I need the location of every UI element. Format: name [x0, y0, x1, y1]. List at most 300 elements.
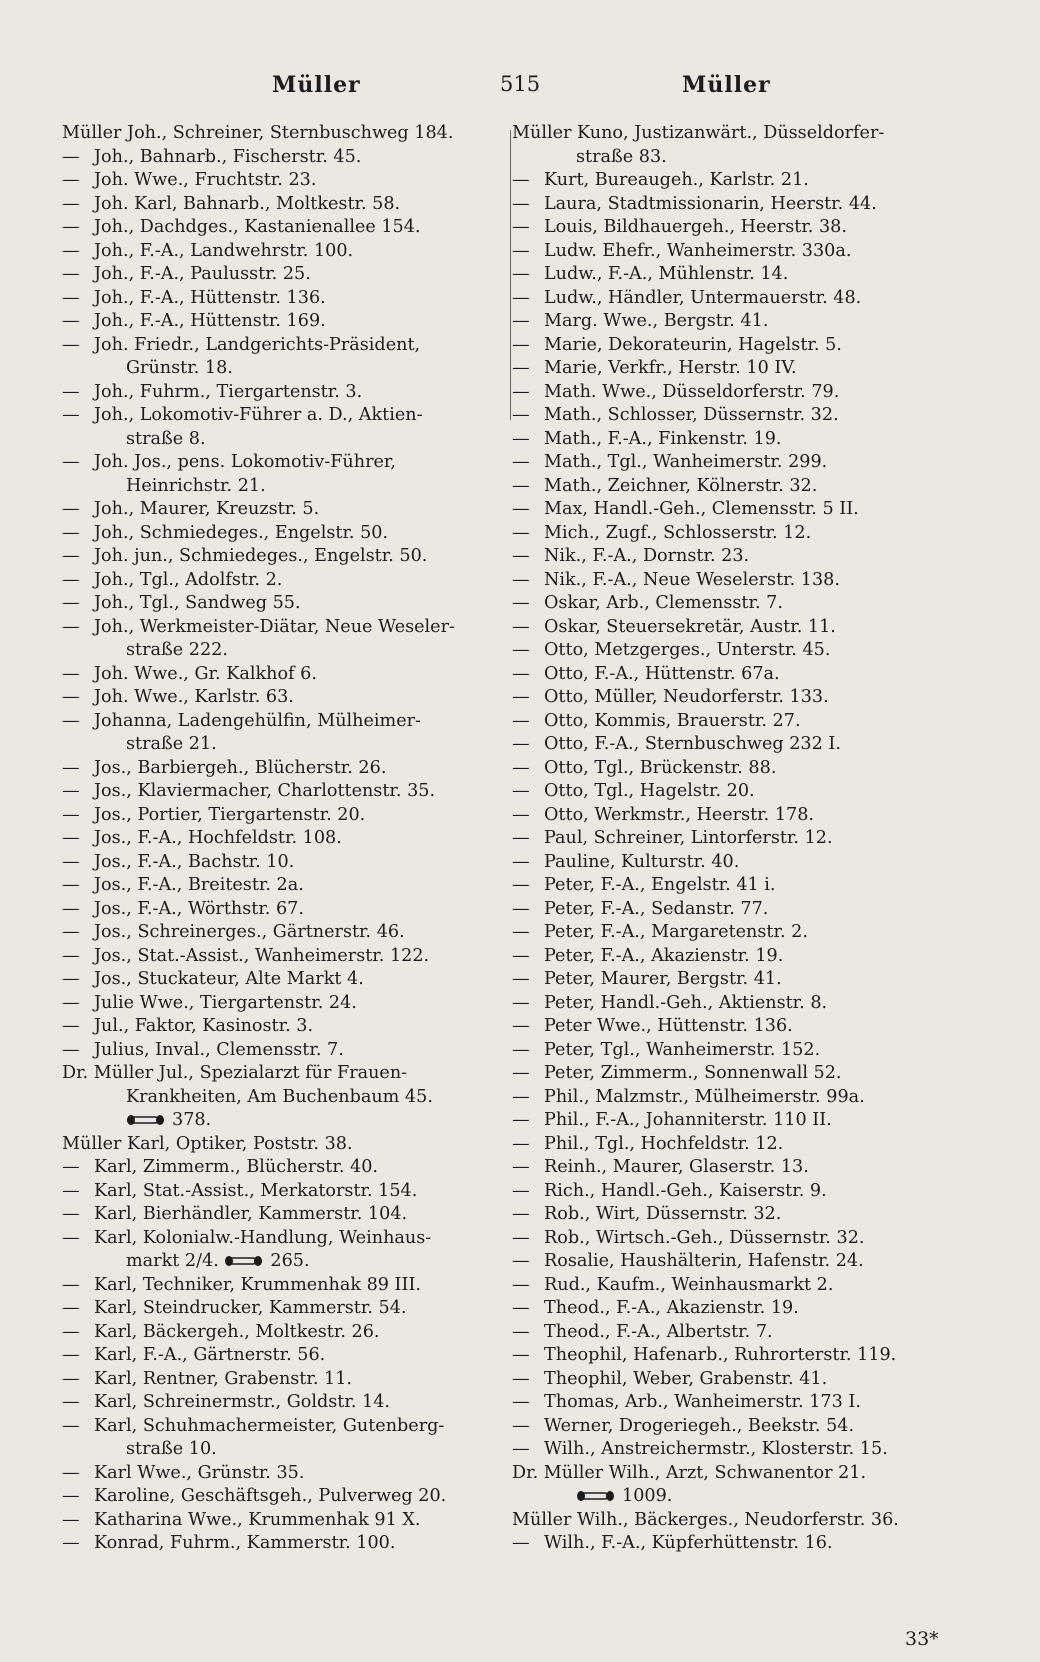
entry-text: Rosalie, Haushälterin, Hafenstr. 24. — [544, 1251, 864, 1271]
directory-entry — [512, 522, 952, 546]
entry-text: Jos., Schreinerges., Gärtnerstr. 46. — [94, 922, 405, 942]
entry-text: Joh., Fuhrm., Tiergartenstr. 3. — [94, 381, 363, 402]
directory-entry — [62, 1344, 508, 1368]
directory-entry — [62, 686, 508, 710]
entry-text: Karl, F.-A., Gärtnerstr. 56. — [94, 1345, 326, 1365]
entry-text: Math. Wwe., Düsseldorferstr. 79. — [544, 381, 840, 402]
ditto-dash: — — [62, 452, 80, 472]
ditto-dash: — — [62, 1509, 80, 1530]
entry-text: Rob., Wirtsch.-Geh., Düssernstr. 32. — [544, 1227, 865, 1248]
entry-text: Rob., Wirt, Düssernstr. 32. — [544, 1204, 782, 1224]
ditto-dash: — — [512, 616, 530, 637]
directory-entry — [62, 1250, 508, 1274]
directory-entry — [62, 827, 508, 851]
directory-entry — [512, 1039, 952, 1063]
entry-text: Joh., F.-A., Paulusstr. 25. — [94, 264, 311, 284]
ditto-dash: — — [512, 217, 530, 237]
entry-text: Nik., F.-A., Dornstr. 23. — [544, 546, 750, 566]
directory-entry — [62, 1133, 508, 1157]
ditto-dash: — — [62, 311, 80, 331]
entry-text: Reinh., Maurer, Glaserstr. 13. — [544, 1157, 809, 1177]
ditto-dash: — — [62, 593, 80, 613]
ditto-dash: — — [62, 546, 80, 566]
directory-entry — [512, 945, 952, 969]
directory-entry — [62, 122, 508, 146]
ditto-dash: — — [512, 405, 530, 425]
entry-text: Otto, Müller, Neudorferstr. 133. — [544, 687, 829, 707]
ditto-dash: — — [62, 240, 80, 261]
directory-entry — [512, 216, 952, 240]
directory-entry — [512, 1532, 952, 1556]
ditto-dash: — — [62, 1298, 80, 1318]
ditto-dash: — — [62, 287, 80, 308]
entry-text: Katharina Wwe., Krummenhak 91 X. — [94, 1509, 421, 1530]
entry-text: Otto, F.-A., Hüttenstr. 67a. — [544, 663, 780, 684]
directory-entry — [512, 827, 952, 851]
left-column — [62, 122, 508, 1556]
directory-entry — [62, 663, 508, 687]
entry-text: Müller Wilh., Bäckerges., Neudorferstr. 36. — [512, 1509, 899, 1530]
directory-entry — [62, 1438, 508, 1462]
ditto-dash: — — [512, 1133, 530, 1154]
directory-entry — [512, 1180, 952, 1204]
directory-entry — [62, 968, 508, 992]
entry-text: Julius, Inval., Clemensstr. 7. — [94, 1039, 344, 1060]
directory-entry — [512, 357, 952, 381]
entry-text: Karl, Zimmerm., Blücherstr. 40. — [94, 1157, 378, 1177]
ditto-dash: — — [512, 499, 530, 519]
directory-entry — [512, 1227, 952, 1251]
directory-entry — [62, 733, 508, 757]
phone-number: 265. — [270, 1251, 310, 1271]
ditto-dash: — — [62, 828, 80, 848]
entry-text: Phil., Malzmstr., Mülheimerstr. 99a. — [544, 1086, 865, 1107]
ditto-dash: — — [512, 922, 530, 942]
entry-text: Grünstr. 18. — [126, 358, 233, 378]
entry-text: Theophil, Weber, Grabenstr. 41. — [544, 1368, 828, 1389]
ditto-dash: — — [512, 1251, 530, 1271]
entry-text: Peter, F.-A., Margaretenstr. 2. — [544, 922, 808, 942]
ditto-dash: — — [62, 757, 80, 778]
entry-text: Joh. Jos., pens. Lokomotiv-Führer, — [94, 452, 396, 472]
entry-text: Otto, Kommis, Brauerstr. 27. — [544, 710, 801, 731]
entry-text: Jos., F.-A., Hochfeldstr. 108. — [94, 828, 342, 848]
entry-text: Theod., F.-A., Albertstr. 7. — [544, 1321, 773, 1342]
entry-text: Joh., Tgl., Sandweg 55. — [94, 593, 301, 613]
entry-text: Otto, F.-A., Sternbuschweg 232 I. — [544, 734, 841, 754]
entry-text: Karl, Rentner, Grabenstr. 11. — [94, 1368, 353, 1389]
directory-entry — [512, 498, 952, 522]
directory-entry — [62, 240, 508, 264]
directory-entry — [62, 475, 508, 499]
entry-text: Math., Tgl., Wanheimerstr. 299. — [544, 452, 828, 472]
ditto-dash: — — [512, 945, 530, 966]
ditto-dash: — — [512, 969, 530, 989]
directory-entry — [62, 1274, 508, 1298]
directory-entry — [512, 992, 952, 1016]
directory-entry — [512, 898, 952, 922]
directory-entry — [62, 1015, 508, 1039]
directory-entry — [62, 498, 508, 522]
entry-text: Peter Wwe., Hüttenstr. 136. — [544, 1016, 793, 1036]
directory-entry — [512, 193, 952, 217]
sheet-signature: 33* — [905, 1628, 939, 1650]
entry-text: Werner, Drogeriegeh., Beekstr. 54. — [544, 1415, 855, 1436]
ditto-dash: — — [512, 640, 530, 660]
ditto-dash: — — [512, 1063, 530, 1083]
ditto-dash: — — [62, 1392, 80, 1412]
ditto-dash: — — [512, 898, 530, 919]
entry-text: Dr. Müller Jul., Spezialarzt für Frauen- — [62, 1063, 408, 1083]
entry-text: Peter, F.-A., Engelstr. 41 i. — [544, 875, 776, 895]
entry-text: straße 8. — [126, 428, 206, 449]
entry-text: Peter, Maurer, Bergstr. 41. — [544, 969, 782, 989]
ditto-dash: — — [512, 1227, 530, 1248]
directory-entry — [512, 780, 952, 804]
entry-text: Joh., Bahnarb., Fischerstr. 45. — [94, 146, 362, 167]
directory-entry — [512, 451, 952, 475]
entry-text: straße 21. — [126, 734, 217, 754]
ditto-dash: — — [62, 875, 80, 895]
directory-entry — [512, 804, 952, 828]
directory-entry — [62, 780, 508, 804]
ditto-dash: — — [62, 217, 80, 237]
directory-entry — [512, 404, 952, 428]
directory-entry — [512, 1509, 952, 1533]
entry-text: Jos., Klaviermacher, Charlottenstr. 35. — [94, 781, 436, 801]
ditto-dash: — — [512, 710, 530, 731]
entry-text: Joh., F.-A., Hüttenstr. 136. — [94, 287, 326, 308]
directory-entry — [62, 639, 508, 663]
entry-text: Otto, Tgl., Hagelstr. 20. — [544, 781, 755, 801]
entry-text: Otto, Tgl., Brückenstr. 88. — [544, 757, 777, 778]
entry-text: Phil., Tgl., Hochfeldstr. 12. — [544, 1133, 784, 1154]
directory-entry — [62, 710, 508, 734]
directory-entry — [512, 1321, 952, 1345]
entry-text: Jos., Portier, Tiergartenstr. 20. — [94, 804, 366, 825]
directory-entry — [62, 1086, 508, 1110]
directory-entry — [62, 334, 508, 358]
ditto-dash: — — [62, 405, 80, 425]
ditto-dash: — — [512, 1016, 530, 1036]
directory-entry — [62, 1109, 508, 1133]
ditto-dash: — — [62, 898, 80, 919]
ditto-dash: — — [512, 475, 530, 496]
ditto-dash: — — [512, 1274, 530, 1295]
entry-text: Marie, Verkfr., Herstr. 10 IV. — [544, 358, 797, 378]
directory-entry — [62, 1180, 508, 1204]
entry-text: 1009. — [622, 1486, 673, 1506]
directory-entry — [512, 1274, 952, 1298]
directory-entry — [512, 475, 952, 499]
ditto-dash: — — [512, 851, 530, 872]
ditto-dash: — — [62, 1180, 80, 1201]
ditto-dash: — — [512, 593, 530, 613]
entry-text: Joh. Friedr., Landgerichts-Präsident, — [94, 334, 421, 355]
ditto-dash: — — [62, 969, 80, 989]
entry-text: Marg. Wwe., Bergstr. 41. — [544, 311, 769, 331]
entry-text: Math., F.-A., Finkenstr. 19. — [544, 428, 782, 449]
entry-text: Peter, F.-A., Sedanstr. 77. — [544, 898, 769, 919]
directory-entry — [512, 686, 952, 710]
directory-entry — [512, 1438, 952, 1462]
entry-text: straße 222. — [126, 640, 228, 660]
ditto-dash: — — [62, 992, 80, 1013]
ditto-dash: — — [62, 499, 80, 519]
entry-text: Karl, Schreinermstr., Goldstr. 14. — [94, 1392, 391, 1412]
ditto-dash: — — [512, 334, 530, 355]
entry-text: Joh., F.-A., Landwehrstr. 100. — [94, 240, 354, 261]
entry-text: Joh., Werkmeister-Diätar, Neue Weseler- — [94, 616, 455, 637]
ditto-dash: — — [512, 358, 530, 378]
ditto-dash: — — [512, 992, 530, 1013]
directory-entry — [62, 428, 508, 452]
directory-entry — [512, 1109, 952, 1133]
directory-entry — [62, 169, 508, 193]
directory-entry — [62, 287, 508, 311]
entry-text: Laura, Stadtmissionarin, Heerstr. 44. — [544, 193, 877, 214]
entry-text: Joh. Wwe., Karlstr. 63. — [94, 687, 294, 707]
ditto-dash: — — [62, 710, 80, 731]
entry-text: Thomas, Arb., Wanheimerstr. 173 I. — [544, 1392, 861, 1412]
ditto-dash: — — [512, 1204, 530, 1224]
directory-entry — [512, 310, 952, 334]
ditto-dash: — — [512, 1110, 530, 1130]
directory-entry — [512, 287, 952, 311]
directory-entry — [62, 851, 508, 875]
ditto-dash: — — [62, 1462, 80, 1483]
ditto-dash: — — [512, 1368, 530, 1389]
ditto-dash: — — [512, 1345, 530, 1365]
ditto-dash: — — [512, 264, 530, 284]
directory-entry — [512, 921, 952, 945]
entry-text: Karl, Bäckergeh., Moltkestr. 26. — [94, 1321, 380, 1342]
entry-text: Mich., Zugf., Schlosserstr. 12. — [544, 522, 812, 543]
entry-text: Jos., Barbiergeh., Blücherstr. 26. — [94, 757, 387, 778]
entry-text: Konrad, Fuhrm., Kammerstr. 100. — [94, 1533, 396, 1553]
entry-text: Wilh., F.-A., Küpferhüttenstr. 16. — [544, 1533, 833, 1553]
entry-text: straße 10. — [126, 1439, 217, 1459]
directory-entry — [512, 381, 952, 405]
directory-entry — [62, 451, 508, 475]
directory-entry — [62, 263, 508, 287]
entry-text: Karoline, Geschäftsgeh., Pulverweg 20. — [94, 1486, 447, 1506]
entry-text: Phil., F.-A., Johanniterstr. 110 II. — [544, 1110, 832, 1130]
entry-text: Joh. jun., Schmiedeges., Engelstr. 50. — [94, 546, 428, 566]
entry-text: Joh. Wwe., Fruchtstr. 23. — [94, 170, 317, 190]
directory-entry — [62, 616, 508, 640]
directory-entry — [512, 122, 952, 146]
ditto-dash: — — [512, 428, 530, 449]
ditto-dash: — — [512, 1086, 530, 1107]
entry-text: Ludw. Ehefr., Wanheimerstr. 330a. — [544, 240, 852, 261]
entry-text: Karl, Stat.-Assist., Merkatorstr. 154. — [94, 1180, 418, 1201]
directory-entry — [62, 1062, 508, 1086]
entry-text: Max, Handl.-Geh., Clemensstr. 5 II. — [544, 499, 859, 519]
entry-text: Math., Schlosser, Düssernstr. 32. — [544, 405, 839, 425]
directory-entry — [62, 1203, 508, 1227]
entry-text: Joh., F.-A., Hüttenstr. 169. — [94, 311, 326, 331]
directory-entry — [512, 334, 952, 358]
ditto-dash: — — [512, 781, 530, 801]
directory-entry — [512, 851, 952, 875]
directory-entry — [512, 1062, 952, 1086]
directory-entry — [62, 1297, 508, 1321]
entry-text: Karl, Steindrucker, Kammerstr. 54. — [94, 1298, 407, 1318]
ditto-dash: — — [512, 452, 530, 472]
entry-text: Nik., F.-A., Neue Weselerstr. 138. — [544, 569, 840, 590]
entry-text: Otto, Metzgerges., Unterstr. 45. — [544, 640, 831, 660]
directory-entry — [512, 1462, 952, 1486]
directory-entry — [62, 1156, 508, 1180]
directory-entry — [512, 263, 952, 287]
directory-entry — [512, 1485, 952, 1509]
directory-entry — [512, 1086, 952, 1110]
directory-entry — [62, 874, 508, 898]
directory-entry — [512, 569, 952, 593]
entry-text: straße 83. — [576, 146, 667, 167]
entry-text: Pauline, Kulturstr. 40. — [544, 851, 740, 872]
directory-entry — [512, 428, 952, 452]
directory-entry — [512, 1015, 952, 1039]
ditto-dash: — — [62, 1415, 80, 1436]
ditto-dash: — — [62, 1227, 80, 1248]
directory-entry — [62, 545, 508, 569]
directory-entry — [512, 1250, 952, 1274]
entry-text: Math., Zeichner, Kölnerstr. 32. — [544, 475, 818, 496]
ditto-dash: — — [512, 663, 530, 684]
ditto-dash: — — [62, 616, 80, 637]
ditto-dash: — — [62, 1345, 80, 1365]
ditto-dash: — — [512, 287, 530, 308]
directory-entry — [62, 1321, 508, 1345]
ditto-dash: — — [512, 1415, 530, 1436]
directory-entry — [62, 1532, 508, 1556]
ditto-dash: — — [62, 264, 80, 284]
ditto-dash: — — [62, 334, 80, 355]
entry-text: markt 2/4. — [126, 1251, 219, 1271]
entry-text: Theophil, Hafenarb., Ruhrorterstr. 119. — [544, 1345, 897, 1365]
entry-text: Jos., F.-A., Breitestr. 2a. — [94, 875, 304, 895]
ditto-dash: — — [512, 311, 530, 331]
directory-entry — [62, 1415, 508, 1439]
ditto-dash: — — [62, 1533, 80, 1553]
ditto-dash: — — [62, 1274, 80, 1295]
telephone-icon — [576, 1490, 616, 1502]
entry-text: Dr. Müller Wilh., Arzt, Schwanentor 21. — [512, 1462, 867, 1483]
directory-entry — [512, 874, 952, 898]
entry-text: Karl, Bierhändler, Kammerstr. 104. — [94, 1204, 408, 1224]
entry-text: Rud., Kaufm., Weinhausmarkt 2. — [544, 1274, 834, 1295]
ditto-dash: — — [62, 381, 80, 402]
directory-entry — [62, 1509, 508, 1533]
entry-text: Joh., Tgl., Adolfstr. 2. — [94, 569, 283, 590]
header-left-name: Müller — [272, 72, 361, 98]
directory-entry — [512, 710, 952, 734]
entry-text: Ludw., Händler, Untermauerstr. 48. — [544, 287, 862, 308]
ditto-dash: — — [512, 875, 530, 895]
entry-text: Joh., Dachdges., Kastanienallee 154. — [94, 217, 421, 237]
directory-entry — [62, 216, 508, 240]
entry-text: 378. — [172, 1110, 212, 1130]
entry-text: Jos., F.-A., Bachstr. 10. — [94, 851, 295, 872]
telephone-icon — [224, 1255, 264, 1267]
directory-entry — [62, 404, 508, 428]
directory-entry — [62, 522, 508, 546]
entry-text: Peter, F.-A., Akazienstr. 19. — [544, 945, 784, 966]
ditto-dash: — — [62, 1321, 80, 1342]
entry-text: Peter, Tgl., Wanheimerstr. 152. — [544, 1039, 821, 1060]
entry-text: Ludw., F.-A., Mühlenstr. 14. — [544, 264, 789, 284]
entry-text: Julie Wwe., Tiergartenstr. 24. — [94, 992, 357, 1013]
ditto-dash: — — [512, 734, 530, 754]
directory-entry — [62, 1462, 508, 1486]
ditto-dash: — — [512, 240, 530, 261]
ditto-dash: — — [62, 193, 80, 214]
directory-entry — [62, 146, 508, 170]
entry-text: Karl, Techniker, Krummenhak 89 III. — [94, 1274, 422, 1295]
column-divider — [510, 130, 511, 420]
ditto-dash: — — [512, 569, 530, 590]
ditto-dash: — — [62, 922, 80, 942]
ditto-dash: — — [62, 851, 80, 872]
entry-text: Jul., Faktor, Kasinostr. 3. — [94, 1016, 314, 1036]
ditto-dash: — — [512, 804, 530, 825]
entry-text: Kurt, Bureaugeh., Karlstr. 21. — [544, 170, 809, 190]
ditto-dash: — — [62, 146, 80, 167]
ditto-dash: — — [62, 569, 80, 590]
directory-entry — [512, 146, 952, 170]
ditto-dash: — — [512, 687, 530, 707]
ditto-dash: — — [62, 781, 80, 801]
entry-text: Oskar, Steuersekretär, Austr. 11. — [544, 616, 836, 637]
directory-entry — [62, 193, 508, 217]
ditto-dash: — — [62, 170, 80, 190]
entry-text: Paul, Schreiner, Lintorferstr. 12. — [544, 828, 833, 848]
entry-text: Müller Joh., Schreiner, Sternbuschweg 184. — [62, 123, 454, 143]
entry-text: Jos., Stuckateur, Alte Markt 4. — [94, 969, 364, 989]
entry-text: Oskar, Arb., Clemensstr. 7. — [544, 593, 783, 613]
directory-entry — [62, 592, 508, 616]
directory-entry — [512, 169, 952, 193]
ditto-dash: — — [62, 1157, 80, 1177]
ditto-dash: — — [62, 663, 80, 684]
directory-entry — [62, 1039, 508, 1063]
ditto-dash: — — [512, 828, 530, 848]
entry-text: Theod., F.-A., Akazienstr. 19. — [544, 1298, 799, 1318]
entry-text: Müller Kuno, Justizanwärt., Düsseldorfer- — [512, 123, 885, 143]
directory-entry — [512, 968, 952, 992]
directory-entry — [512, 1415, 952, 1439]
entry-text: Krankheiten, Am Buchenbaum 45. — [126, 1086, 433, 1107]
right-column — [512, 122, 952, 1556]
entry-text: Joh. Karl, Bahnarb., Moltkestr. 58. — [94, 193, 401, 214]
directory-entry — [512, 663, 952, 687]
ditto-dash: — — [62, 804, 80, 825]
ditto-dash: — — [62, 945, 80, 966]
directory-entry — [512, 1297, 952, 1321]
ditto-dash: — — [62, 687, 80, 707]
ditto-dash: — — [512, 381, 530, 402]
directory-entry — [62, 1485, 508, 1509]
directory-entry — [512, 1368, 952, 1392]
directory-entry — [512, 545, 952, 569]
page-header — [0, 72, 1040, 112]
directory-entry — [512, 616, 952, 640]
directory-entry — [62, 898, 508, 922]
directory-entry — [62, 945, 508, 969]
ditto-dash: — — [512, 1180, 530, 1201]
